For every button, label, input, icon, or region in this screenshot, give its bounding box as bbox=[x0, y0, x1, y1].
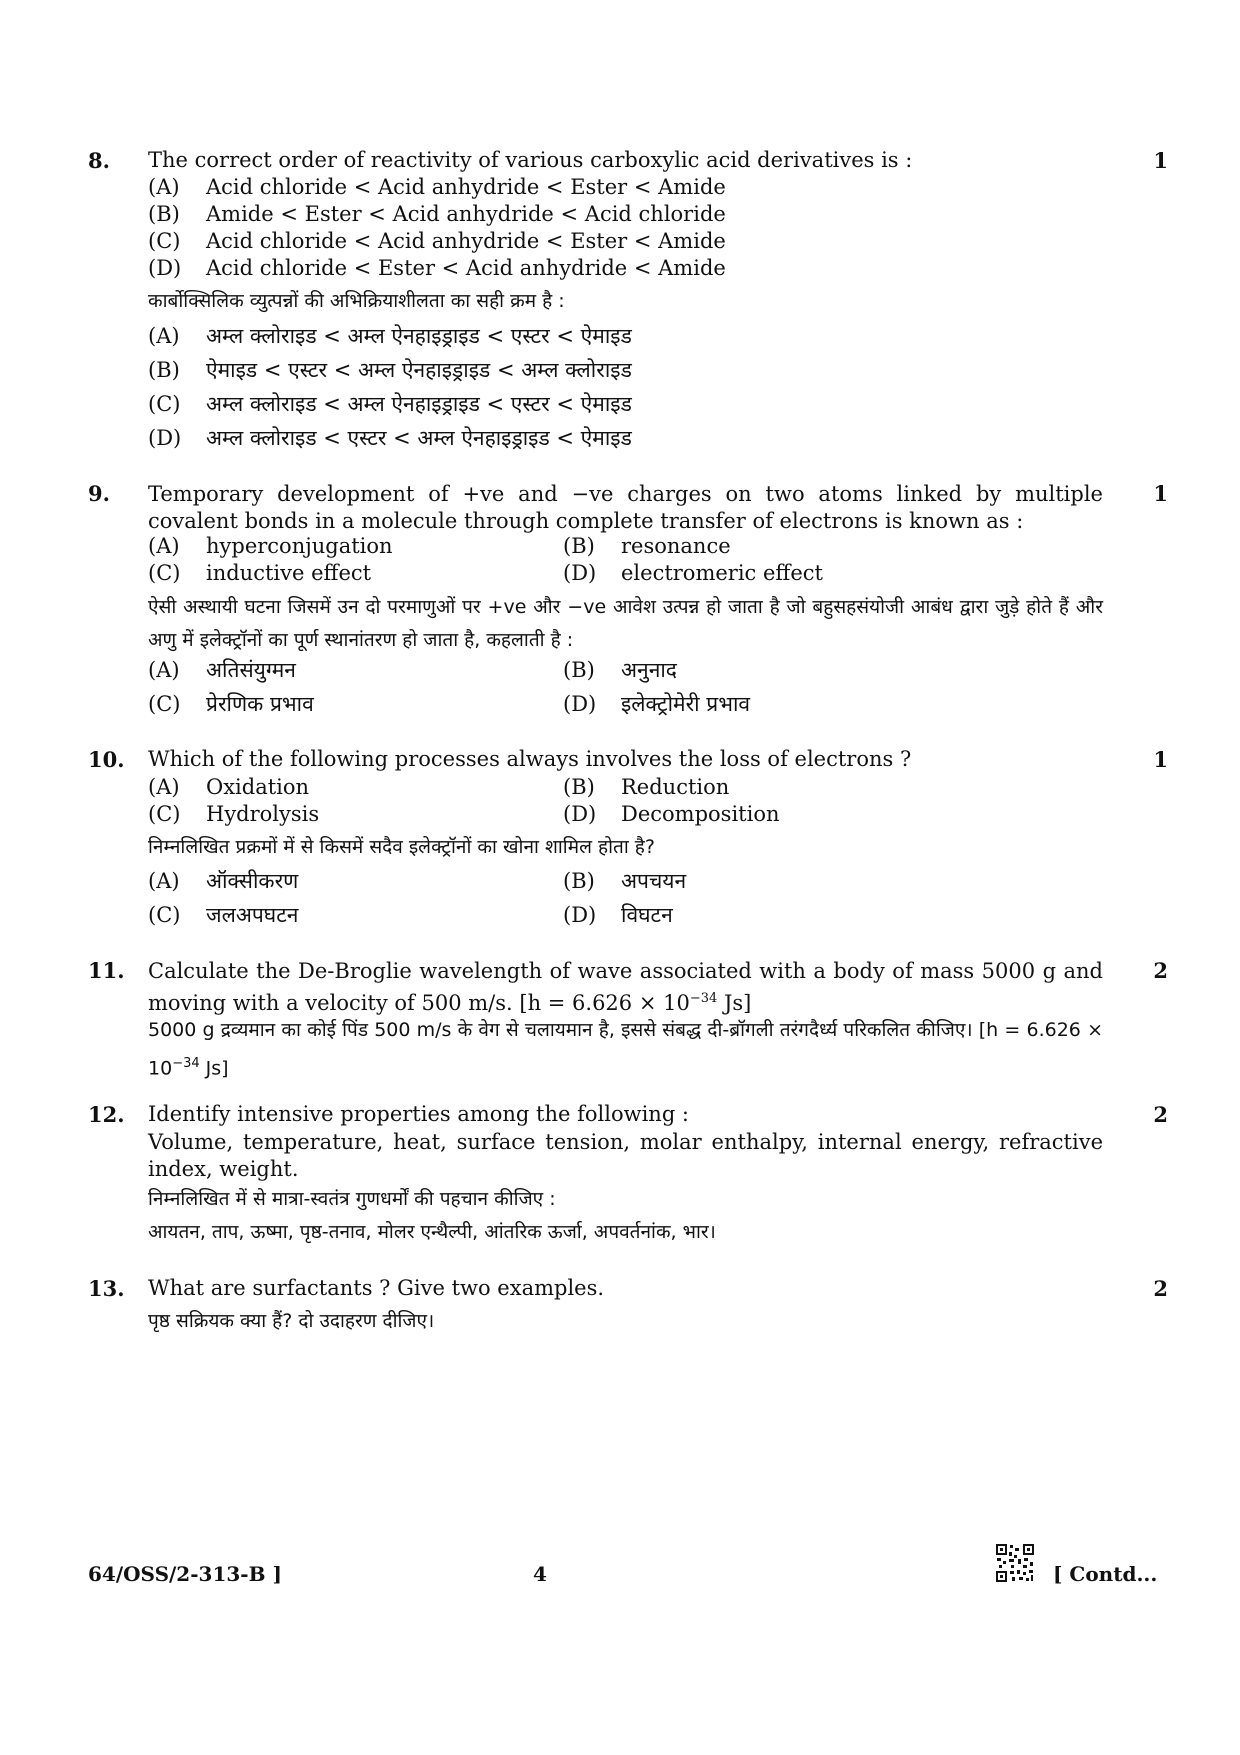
option-d-hi: (D) इलेक्ट्रोमेरी प्रभाव bbox=[563, 692, 751, 716]
option-c-hi: (C) प्रेरणिक प्रभाव bbox=[148, 692, 314, 716]
option-a-en: (A) hyperconjugation bbox=[148, 534, 393, 558]
option-b-hi: (B) अपचयन bbox=[563, 869, 687, 893]
question-number: 11. bbox=[88, 958, 125, 983]
question-number: 12. bbox=[88, 1102, 125, 1127]
question-number: 8. bbox=[88, 148, 110, 173]
question-marks: 1 bbox=[1153, 747, 1168, 772]
page-number: 4 bbox=[533, 1562, 547, 1586]
question-text-en: Temporary development of +ve and −ve charges on two atoms linked by multiple covalent bonds in a molecule through complete transfer of electrons is known as : bbox=[148, 482, 1103, 533]
option-c-hi: (C) जलअपघटन bbox=[148, 903, 299, 927]
option-b-hi: (B) अनुनाद bbox=[563, 658, 677, 682]
option-d-en: (D) Acid chloride < Ester < Acid anhydride < Amide bbox=[148, 256, 726, 280]
question-list-hi: आयतन, ताप, ऊष्मा, पृष्ठ-तनाव, मोलर एन्थैल्पी, आंतरिक ऊर्जा, अपवर्तनांक, भार। bbox=[148, 1221, 716, 1243]
question-text-hi: 5000 g द्रव्यमान का कोई पिंड 500 m/s के वेग से चलायमान है, इससे संबद्ध दी-ब्रॉगली तरंगदैर्ध्य परिकलित कीजिए। [$h = 6.626 \times 10^{-34}$ Js] bbox=[148, 1019, 1103, 1080]
option-b-en: (B) Amide < Ester < Acid anhydride < Acid chloride bbox=[148, 202, 726, 226]
question-text-hi: पृष्ठ सक्रियक क्या हैं? दो उदाहरण दीजिए। bbox=[148, 1310, 435, 1332]
option-a-en: (A) Acid chloride < Acid anhydride < Ester < Amide bbox=[148, 175, 726, 199]
question-list-en: Volume, temperature, heat, surface tension, molar enthalpy, internal energy, refractive index, weight. bbox=[148, 1130, 1103, 1181]
question-text-en: Calculate the De-Broglie wavelength of wave associated with a body of mass 5000 g and moving with a velocity of 500 m/s. [$h = 6.626 \times 10^{-34}$ Js] bbox=[148, 959, 1103, 1015]
option-c-en: (C) Acid chloride < Acid anhydride < Ester < Amide bbox=[148, 229, 726, 253]
question-text-en: What are surfactants ? Give two examples. bbox=[148, 1276, 605, 1300]
question-number: 9. bbox=[88, 481, 110, 506]
question-text-en: The correct order of reactivity of various carboxylic acid derivatives is : bbox=[148, 148, 913, 172]
option-b-hi: (B) ऐमाइड < एस्टर < अम्ल ऐनहाइड्राइड < अम्ल क्लोराइड bbox=[148, 358, 632, 382]
option-c-hi: (C) अम्ल क्लोराइड < अम्ल ऐनहाइड्राइड < एस्टर < ऐमाइड bbox=[148, 392, 632, 416]
question-number: 13. bbox=[88, 1276, 125, 1301]
option-d-en: (D) electromeric effect bbox=[563, 561, 823, 585]
question-marks: 1 bbox=[1153, 148, 1168, 173]
question-marks: 1 bbox=[1153, 481, 1168, 506]
option-a-hi: (A) अतिसंयुग्मन bbox=[148, 658, 296, 682]
question-text-en: Which of the following processes always involves the loss of electrons ? bbox=[148, 747, 912, 771]
option-a-en: (A) Oxidation bbox=[148, 775, 310, 799]
option-c-en: (C) Hydrolysis bbox=[148, 802, 320, 826]
question-text-hi: कार्बोक्सिलिक व्युत्पन्नों की अभिक्रियाशीलता का सही क्रम है : bbox=[148, 290, 565, 312]
question-text-hi: निम्नलिखित में से मात्रा-स्वतंत्र गुणधर्मों की पहचान कीजिए : bbox=[148, 1188, 556, 1210]
option-c-en: (C) inductive effect bbox=[148, 561, 372, 585]
question-marks: 2 bbox=[1153, 1276, 1168, 1301]
question-marks: 2 bbox=[1153, 958, 1168, 983]
paper-code: 64/OSS/2-313-B ] bbox=[88, 1562, 282, 1586]
option-b-en: (B) Reduction bbox=[563, 775, 730, 799]
question-number: 10. bbox=[88, 747, 125, 772]
option-a-hi: (A) ऑक्सीकरण bbox=[148, 869, 299, 893]
option-a-hi: (A) अम्ल क्लोराइड < अम्ल ऐनहाइड्राइड < एस्टर < ऐमाइड bbox=[148, 324, 632, 348]
question-text-en: Identify intensive properties among the following : bbox=[148, 1102, 690, 1126]
option-d-hi: (D) विघटन bbox=[563, 903, 673, 927]
option-d-hi: (D) अम्ल क्लोराइड < एस्टर < अम्ल ऐनहाइड्राइड < ऐमाइड bbox=[148, 426, 632, 450]
question-text-hi: निम्नलिखित प्रक्रमों में से किसमें सदैव इलेक्ट्रॉनों का खोना शामिल होता है? bbox=[148, 836, 655, 858]
qr-code-icon bbox=[995, 1543, 1035, 1583]
option-d-en: (D) Decomposition bbox=[563, 802, 780, 826]
question-marks: 2 bbox=[1153, 1102, 1168, 1127]
option-b-en: (B) resonance bbox=[563, 534, 731, 558]
question-text-hi: ऐसी अस्थायी घटना जिसमें उन दो परमाणुओं पर +ve और −ve आवेश उत्पन्न हो जाता है जो बहुसहसंयोजी आबंध द्वारा जुड़े होते हैं और अणु में इलेक्ट्रॉनों का पूर्ण स्थानांतरण हो जाता है, कहलाती है : bbox=[148, 596, 1103, 651]
continued-label: [ Contd... bbox=[1053, 1562, 1158, 1586]
